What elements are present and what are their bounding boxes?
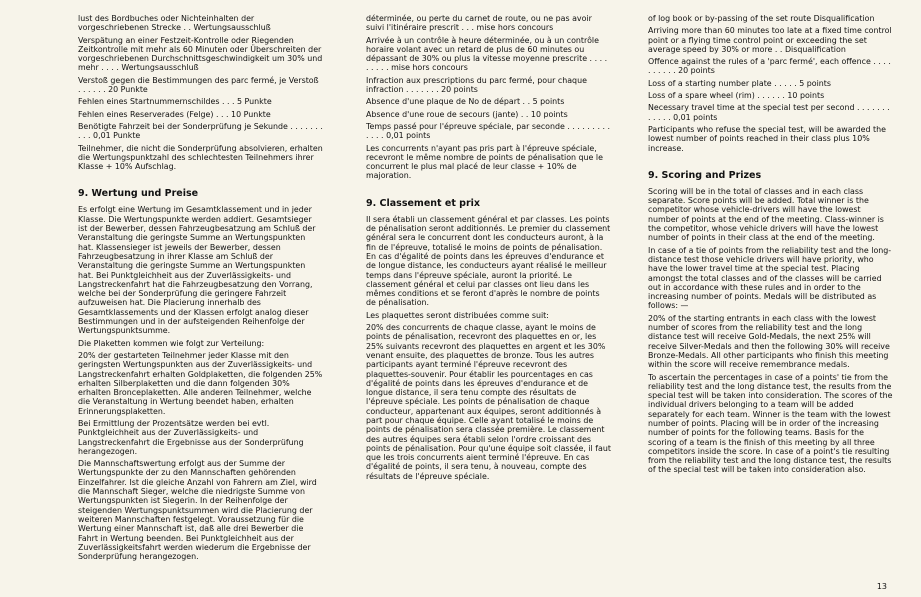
- penalty-line: lust des Bordbuches oder Nichteinhalten der vorgeschriebenen Strecke . . Wertungsausschluß: [78, 14, 271, 33]
- section-heading: 9. Classement et prix: [366, 197, 481, 209]
- penalty-line: Offence against the rules of a 'parc fermé', each offence . . . . . . . . . . 20 points: [648, 57, 894, 76]
- penalty-line: Les concurrents n'ayant pas pris part à l'épreuve spéciale, recevront le même nombre de points de pénalisation que le concurrent le plus mal placé de leur classe + 10% de majoration.: [366, 143, 606, 181]
- column-french: [366, 14, 614, 484]
- paragraph: To ascertain the percentages in case of a points' tie from the reliability test and the long distance test, the results from the special test will be taken into consideration. The scores of the individual drivers belonging to a team will be added separately for each team. Winner is the team with the lowest number of points. Placing will be in order of the increasing number of points for the following teams. Basis for the scoring of a team is the finish of this meeting by all three competitors inside the score. In case of a point's tie resulting from the reliability test and the long distance test, the results of the special test will be taken into consideration also.: [648, 372, 895, 475]
- penalty-line: Temps passé pour l'épreuve spéciale, par seconde . . . . . . . . . . . . . 0,01 points: [366, 121, 613, 141]
- penalty-line: Arriving more than 60 minutes too late at a fixed time control point or a flying time control point or exceeding the set average speed by 30% or more . . Disqualification: [648, 26, 895, 54]
- penalty-line: Verspätung an einer Festzeit-Kontrolle oder Riegenden Zeitkontrolle mit mehr als 60 Minuten oder Überschreiten der vorgeschriebenen Durchschnittsgeschwindigkeit um 30% und mehr . . . . Wertungsausschluß: [78, 35, 325, 73]
- penalty-line: Participants who refuse the special test, will be awarded the lowest number of points reached in their class plus 10% increase.: [648, 124, 889, 153]
- penalty-line: Infraction aux prescriptions du parc fermé, pour chaque infraction . . . . . . . 20 points: [366, 75, 590, 95]
- paragraph: Es erfolgt eine Wertung im Gesamtklassement und in jeder Klasse. Die Wertungspunkte werden addiert. Gesamtsieger ist der Bewerber, dessen Fahrzeugbesatzung am Schluß der Veranstaltung die geringste Summe an Wertungspunkten hat. Klassensieger ist jeweils der Bewerber, dessen Fahrzeugbesatzung in ihrer Klasse am Schluß der Veranstaltung die geringste Summe an Wertungspunkten hat. Bei Punktgleichheit aus der Zuverlässigkeits- und Langstreckenfahrt hat die Fahrzeugbesatzung den Vorrang, welche bei der Sonderprüfung die geringere Fahrzeit aufzuweisen hat. Die Placierung innerhalb des Gesamtklassements und der Klassen erfolgt analog dieser Bestimmungen und in der aufsteigenden Reihenfolge der Wertungspunktsumme.: [78, 205, 319, 336]
- penalty-line: of log book or by-passing of the set route Disqualification: [648, 14, 875, 23]
- section-heading: 9. Wertung und Preise: [78, 188, 199, 200]
- penalty-line: Verstoß gegen die Bestimmungen des parc fermé, je Verstoß . . . . . . 20 Punkte: [78, 75, 322, 95]
- penalty-line: Loss of a spare wheel (rim) . . . . . . 10 points: [648, 91, 825, 101]
- paragraph: Les plaquettes seront distribuées comme suit:: [366, 310, 549, 320]
- penalty-line: Teilnehmer, die nicht die Sonderprüfung absolvieren, erhalten die Wertungspunktzahl des schlechtesten Teilnehmers ihrer Klasse + 10% Aufschlag.: [78, 143, 326, 172]
- paragraph: Bei Ermittlung der Prozentsätze werden bei evtl. Punktgleichheit aus der Zuverlässigkeits- und Langstreckenfahrt die Ergebnisse aus der Sonderprüfung herangezogen.: [78, 418, 307, 456]
- penalty-line: Necessary travel time at the special test per second . . . . . . . . . . . . 0,01 points: [648, 103, 893, 122]
- paragraph: 20% des concurrents de chaque classe, ayant le moins de points de pénalisation, recevront des plaquettes en or, les 25% suivants recevront des plaquettes en argent et les 30% venant ensuite, des plaquettes de bronze. Tous les autres participants ayant terminé l'épreuve recevront des plaquettes-souvenir. Pour établir les pourcentages en cas d'égalité de points dans les épreuves d'endurance et de longue distance, il sera tenu compte des résultats de l'épreuve spéciale. Les points de pénalisation de chaque conducteur, appartenant aux équipes, seront additionnés à part pour chaque équipe. Celle ayant totalisé le moins de points de pénalisation sera classée première. Le classement des autres équipes sera établi selon l'ordre croissant des points de pénalisation. Pour qu'une équipe soit classée, il faut que les trois concurrents aient terminé l'épreuve. En cas d'égalité de points, il sera tenu, à nouveau, compte des résultats de l'épreuve spéciale.: [366, 323, 614, 481]
- paragraph: Die Mannschaftswertung erfolgt aus der Summe der Wertungspunkte der zu den Mannschaften gehörenden Einzelfahrer. Ist die gleiche Anzahl von Fahrern am Ziel, wird die Mannschaft Sieger, welche die niedrigste Summe von Wertungspunkten ist Siegerin. In der Reihenfolge der steigenden Wertungspunktsummen wird die Placierung der weiteren Mannschaften festgelegt. Voraussetzung für die Wertung einer Mannschaft ist, daß alle drei Bewerber die Fahrt in Wertung beenden. Bei Punktgleichheit aus der Zuverlässigkeitsfahrt werden wiederum die Ergebnisse der Sonderprüfung herangezogen.: [78, 459, 320, 562]
- paragraph: Scoring will be in the total of classes and in each class separate. Score points will be added. Total winner is the competitor whose vehicle-drivers will have the lowest number of points at the end of the meeting. Class-winner is the competitor, whose vehicle drivers will have the lowest number of points in their class at the end of the meeting.: [648, 186, 887, 243]
- page-number: 13: [876, 582, 887, 591]
- penalty-line: Arrivée à un contrôle à heure déterminée, ou à un contrôle horaire volant avec un retard de plus de 60 minutes ou dépassant de 30% ou plus la vitesse moyenne prescrite . . . . . . . . . mise hors concours: [366, 35, 610, 73]
- column-english: [648, 14, 893, 478]
- paragraph: Die Plaketten kommen wie folgt zur Verteilung:: [78, 338, 265, 348]
- penalty-line: Benötigte Fahrzeit bei der Sonderprüfung je Sekunde . . . . . . . . . . 0,01 Punkte: [78, 121, 326, 141]
- column-german: [78, 14, 326, 564]
- paragraph: Il sera établi un classement général et par classes. Les points de pénalisation seront additionnés. Le premier du classement général sera le concurrent dont les conducteurs auront, à la fin de l'épreuve, totalisé le moins de points de pénalisation. En cas d'égalité de points dans les épreuves d'endurance et de longue distance, les conducteurs ayant réalisé le meilleur temps dans l'épreuve spéciale, auront la priorité. Le classement général et celui par classes ont lieu dans les mêmes conditions et se feront d'après le nombre de points de pénalisation.: [366, 214, 613, 308]
- penalty-line: déterminée, ou perte du carnet de route, ou ne pas avoir suivi l'itinéraire prescrit . . . mise hors concours: [366, 14, 595, 33]
- paragraph: 20% of the starting entrants in each class with the lowest number of scores from the reliability test and the long distance test will receive Gold-Medals, the next 25% will receive Silver-Medals and then the following 30% will receive Bronze-Medals. All other participants who finish this meeting within the score will receive remembrance medals.: [648, 313, 893, 370]
- paragraph: In case of a tie of points from the reliability test and the long-distance test those vehicle drivers will have priority, who have the lower travel time at the special test. Placing amongst the total classes and of the classes will be carried out in accordance with these rules and in order to the increasing number of points. Medals will be distributed as follows: —: [648, 245, 892, 311]
- penalty-line: Absence d'une plaque de No de départ . . 5 points: [366, 97, 565, 107]
- penalty-line: Loss of a starting number plate . . . . . 5 points: [648, 78, 832, 88]
- penalty-line: Fehlen eines Startnummernschildes . . . 5 Punkte: [78, 97, 272, 107]
- penalty-line: Absence d'une roue de secours (jante) . . 10 points: [366, 109, 568, 119]
- penalty-line: Fehlen eines Reserverades (Felge) . . . 10 Punkte: [78, 109, 271, 119]
- section-heading: 9. Scoring and Prizes: [648, 169, 762, 181]
- paragraph: 20% der gestarteten Teilnehmer jeder Klasse mit den geringsten Wertungspunkten aus der Zuverlässigkeits- und Langstreckenfahrt erhalten Goldplaketten, die folgenden 25% erhalten Silberplaketten und die dann folgenden 30% erhalten Bronceplaketten. Alle anderen Teilnehmer, welche die Veranstaltung in Wertung beendet haben, erhalten Erinnerungsplaketten.: [78, 350, 325, 416]
